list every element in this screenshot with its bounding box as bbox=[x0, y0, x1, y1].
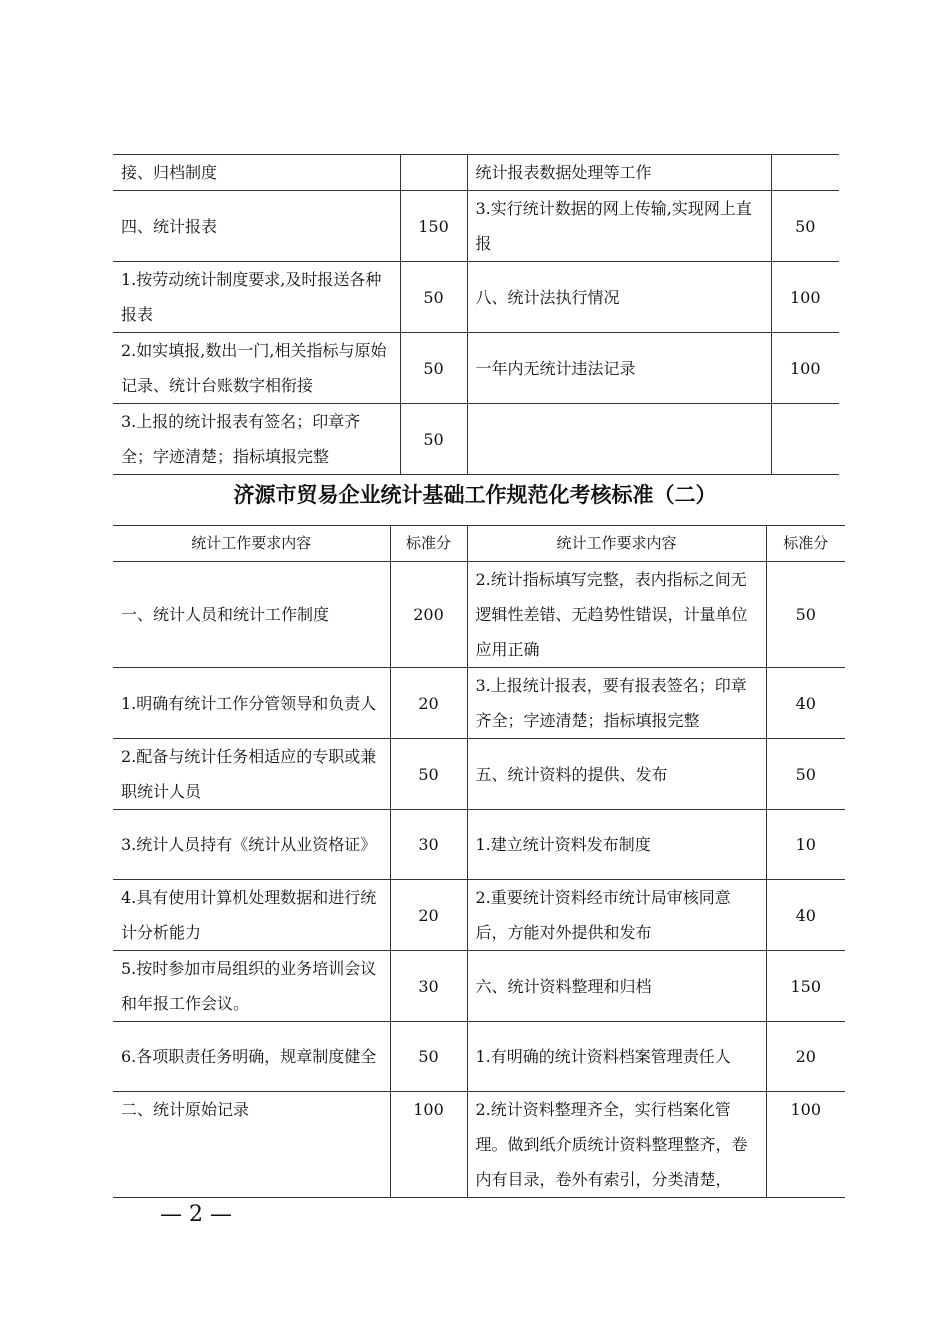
table-cell: 3.上报统计报表，要有报表签名；印章齐全；字迹清楚；指标填报完整 bbox=[467, 668, 766, 739]
table-cell: 50 bbox=[400, 262, 467, 333]
table-cell: 3.统计人员持有《统计从业资格证》 bbox=[113, 810, 390, 880]
table-cell: 30 bbox=[390, 951, 467, 1022]
table-cell: 10 bbox=[766, 810, 845, 880]
table-cell: 50 bbox=[400, 333, 467, 404]
table-cell: 1.建立统计资料发布制度 bbox=[467, 810, 766, 880]
table-cell: 2.统计指标填写完整，表内指标之间无逻辑性差错、无趋势性错误，计量单位应用正确 bbox=[467, 562, 766, 668]
page-number: — 2 — bbox=[160, 1202, 232, 1227]
table-row bbox=[113, 739, 845, 810]
table-cell: 5.按时参加市局组织的业务培训会议和年报工作会议。 bbox=[113, 951, 390, 1022]
table-row bbox=[113, 562, 845, 668]
table-cell: 200 bbox=[390, 562, 467, 668]
table-cell: 20 bbox=[390, 668, 467, 739]
table-cell: 20 bbox=[390, 880, 467, 951]
table-row bbox=[113, 191, 839, 262]
table-cell: 2.统计资料整理齐全，实行档案化管理。做到纸介质统计资料整理整齐，卷内有目录，卷外有索引，分类清楚， bbox=[467, 1092, 766, 1198]
table-cell: 50 bbox=[771, 191, 839, 262]
table-cell: 3.实行统计数据的网上传输,实现网上直报 bbox=[467, 191, 771, 262]
table-cell: 50 bbox=[390, 1022, 467, 1092]
assessment-table bbox=[113, 525, 845, 1198]
table-row bbox=[113, 404, 839, 475]
continued-table bbox=[113, 154, 839, 475]
table-cell: 50 bbox=[766, 739, 845, 810]
table-cell: 30 bbox=[390, 810, 467, 880]
table-row bbox=[113, 1022, 845, 1092]
table-row bbox=[113, 951, 845, 1022]
table-row bbox=[113, 333, 839, 404]
table-cell: 1.明确有统计工作分管领导和负责人 bbox=[113, 668, 390, 739]
table-cell: 一、统计人员和统计工作制度 bbox=[113, 562, 390, 668]
table-cell: 40 bbox=[766, 880, 845, 951]
table-cell bbox=[467, 404, 771, 475]
table-cell: 50 bbox=[400, 404, 467, 475]
table-cell: 一年内无统计违法记录 bbox=[467, 333, 771, 404]
table-cell: 2.配备与统计任务相适应的专职或兼职统计人员 bbox=[113, 739, 390, 810]
table-cell: 四、统计报表 bbox=[113, 191, 400, 262]
table-cell: 统计报表数据处理等工作 bbox=[467, 155, 771, 191]
table-cell bbox=[771, 155, 839, 191]
table-cell: 八、统计法执行情况 bbox=[467, 262, 771, 333]
table-cell bbox=[400, 155, 467, 191]
table-cell: 100 bbox=[390, 1092, 467, 1198]
table-cell: 150 bbox=[400, 191, 467, 262]
table-row bbox=[113, 1092, 845, 1198]
table-cell: 2.重要统计资料经市统计局审核同意后，方能对外提供和发布 bbox=[467, 880, 766, 951]
column-header: 统计工作要求内容 bbox=[113, 526, 390, 562]
table-cell: 五、统计资料的提供、发布 bbox=[467, 739, 766, 810]
table-cell: 六、统计资料整理和归档 bbox=[467, 951, 766, 1022]
table-header-row bbox=[113, 526, 845, 562]
table-row bbox=[113, 262, 839, 333]
table-cell: 50 bbox=[766, 562, 845, 668]
table-row bbox=[113, 810, 845, 880]
column-header: 统计工作要求内容 bbox=[467, 526, 766, 562]
column-header: 标准分 bbox=[766, 526, 845, 562]
table-cell: 4.具有使用计算机处理数据和进行统计分析能力 bbox=[113, 880, 390, 951]
table-cell: 150 bbox=[766, 951, 845, 1022]
column-header: 标准分 bbox=[390, 526, 467, 562]
table-cell: 40 bbox=[766, 668, 845, 739]
table-cell: 接、归档制度 bbox=[113, 155, 400, 191]
table-cell: 100 bbox=[766, 1092, 845, 1198]
table-row bbox=[113, 155, 839, 191]
table-cell: 二、统计原始记录 bbox=[113, 1092, 390, 1198]
table-cell bbox=[771, 404, 839, 475]
table-cell: 3.上报的统计报表有签名；印章齐全；字迹清楚；指标填报完整 bbox=[113, 404, 400, 475]
table-row bbox=[113, 880, 845, 951]
table-cell: 100 bbox=[771, 262, 839, 333]
table-cell: 1.按劳动统计制度要求,及时报送各种报表 bbox=[113, 262, 400, 333]
document-title: 济源市贸易企业统计基础工作规范化考核标准（二） bbox=[233, 483, 717, 507]
table-cell: 100 bbox=[771, 333, 839, 404]
table-row bbox=[113, 668, 845, 739]
table-cell: 1.有明确的统计资料档案管理责任人 bbox=[467, 1022, 766, 1092]
table-cell: 6.各项职责任务明确，规章制度健全 bbox=[113, 1022, 390, 1092]
table-cell: 50 bbox=[390, 739, 467, 810]
table-cell: 2.如实填报,数出一门,相关指标与原始记录、统计台账数字相衔接 bbox=[113, 333, 400, 404]
table-cell: 20 bbox=[766, 1022, 845, 1092]
